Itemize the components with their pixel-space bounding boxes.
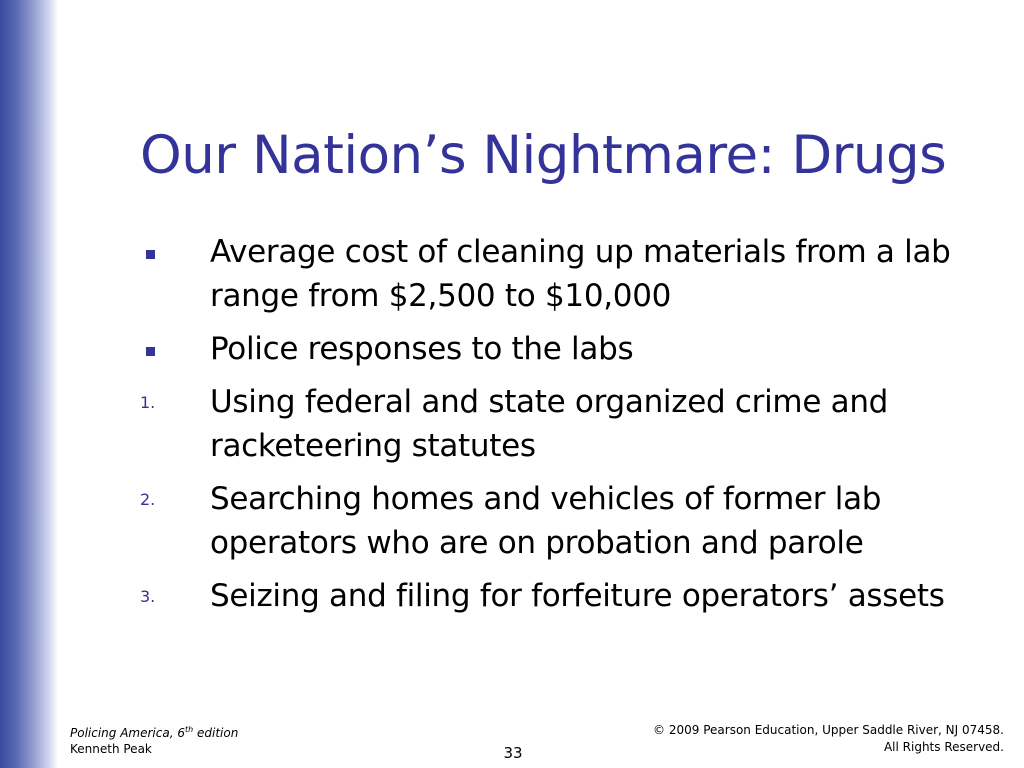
author-name: Kenneth Peak bbox=[70, 742, 152, 756]
list-item-text: Seizing and filing for forfeiture operators’ assets bbox=[210, 578, 945, 614]
rights-line: All Rights Reserved. bbox=[883, 740, 1004, 754]
side-gradient-bar bbox=[0, 0, 58, 768]
copyright-line: © 2009 Pearson Education, Upper Saddle River, NJ 07458. bbox=[653, 723, 1004, 737]
footer-book-info bbox=[70, 722, 238, 757]
list-item-text: Searching homes and vehicles of former lab operators who are on probation and parole bbox=[210, 481, 882, 561]
list-item bbox=[140, 230, 1010, 318]
list-item bbox=[140, 380, 1010, 468]
list-item-text: Police responses to the labs bbox=[210, 331, 634, 367]
list-number: 3. bbox=[140, 587, 156, 606]
page-number: 33 bbox=[503, 744, 523, 762]
book-title-sup: th bbox=[184, 725, 194, 734]
book-title-prefix: Policing America, 6 bbox=[70, 726, 185, 740]
list-number: 2. bbox=[140, 490, 156, 509]
bullet-list bbox=[140, 230, 1010, 627]
book-title bbox=[70, 722, 238, 741]
list-item-text: Average cost of cleaning up materials from a lab range from $2,500 to $10,000 bbox=[210, 234, 951, 314]
list-item bbox=[140, 477, 1010, 565]
footer-copyright bbox=[653, 722, 1004, 756]
list-number: 1. bbox=[140, 393, 156, 412]
slide-title: Our Nation’s Nightmare: Drugs bbox=[140, 125, 947, 186]
book-title-suffix: edition bbox=[193, 726, 239, 740]
list-item-text: Using federal and state organized crime and racketeering statutes bbox=[210, 384, 889, 464]
list-item bbox=[140, 327, 1010, 371]
list-item bbox=[140, 574, 1010, 618]
